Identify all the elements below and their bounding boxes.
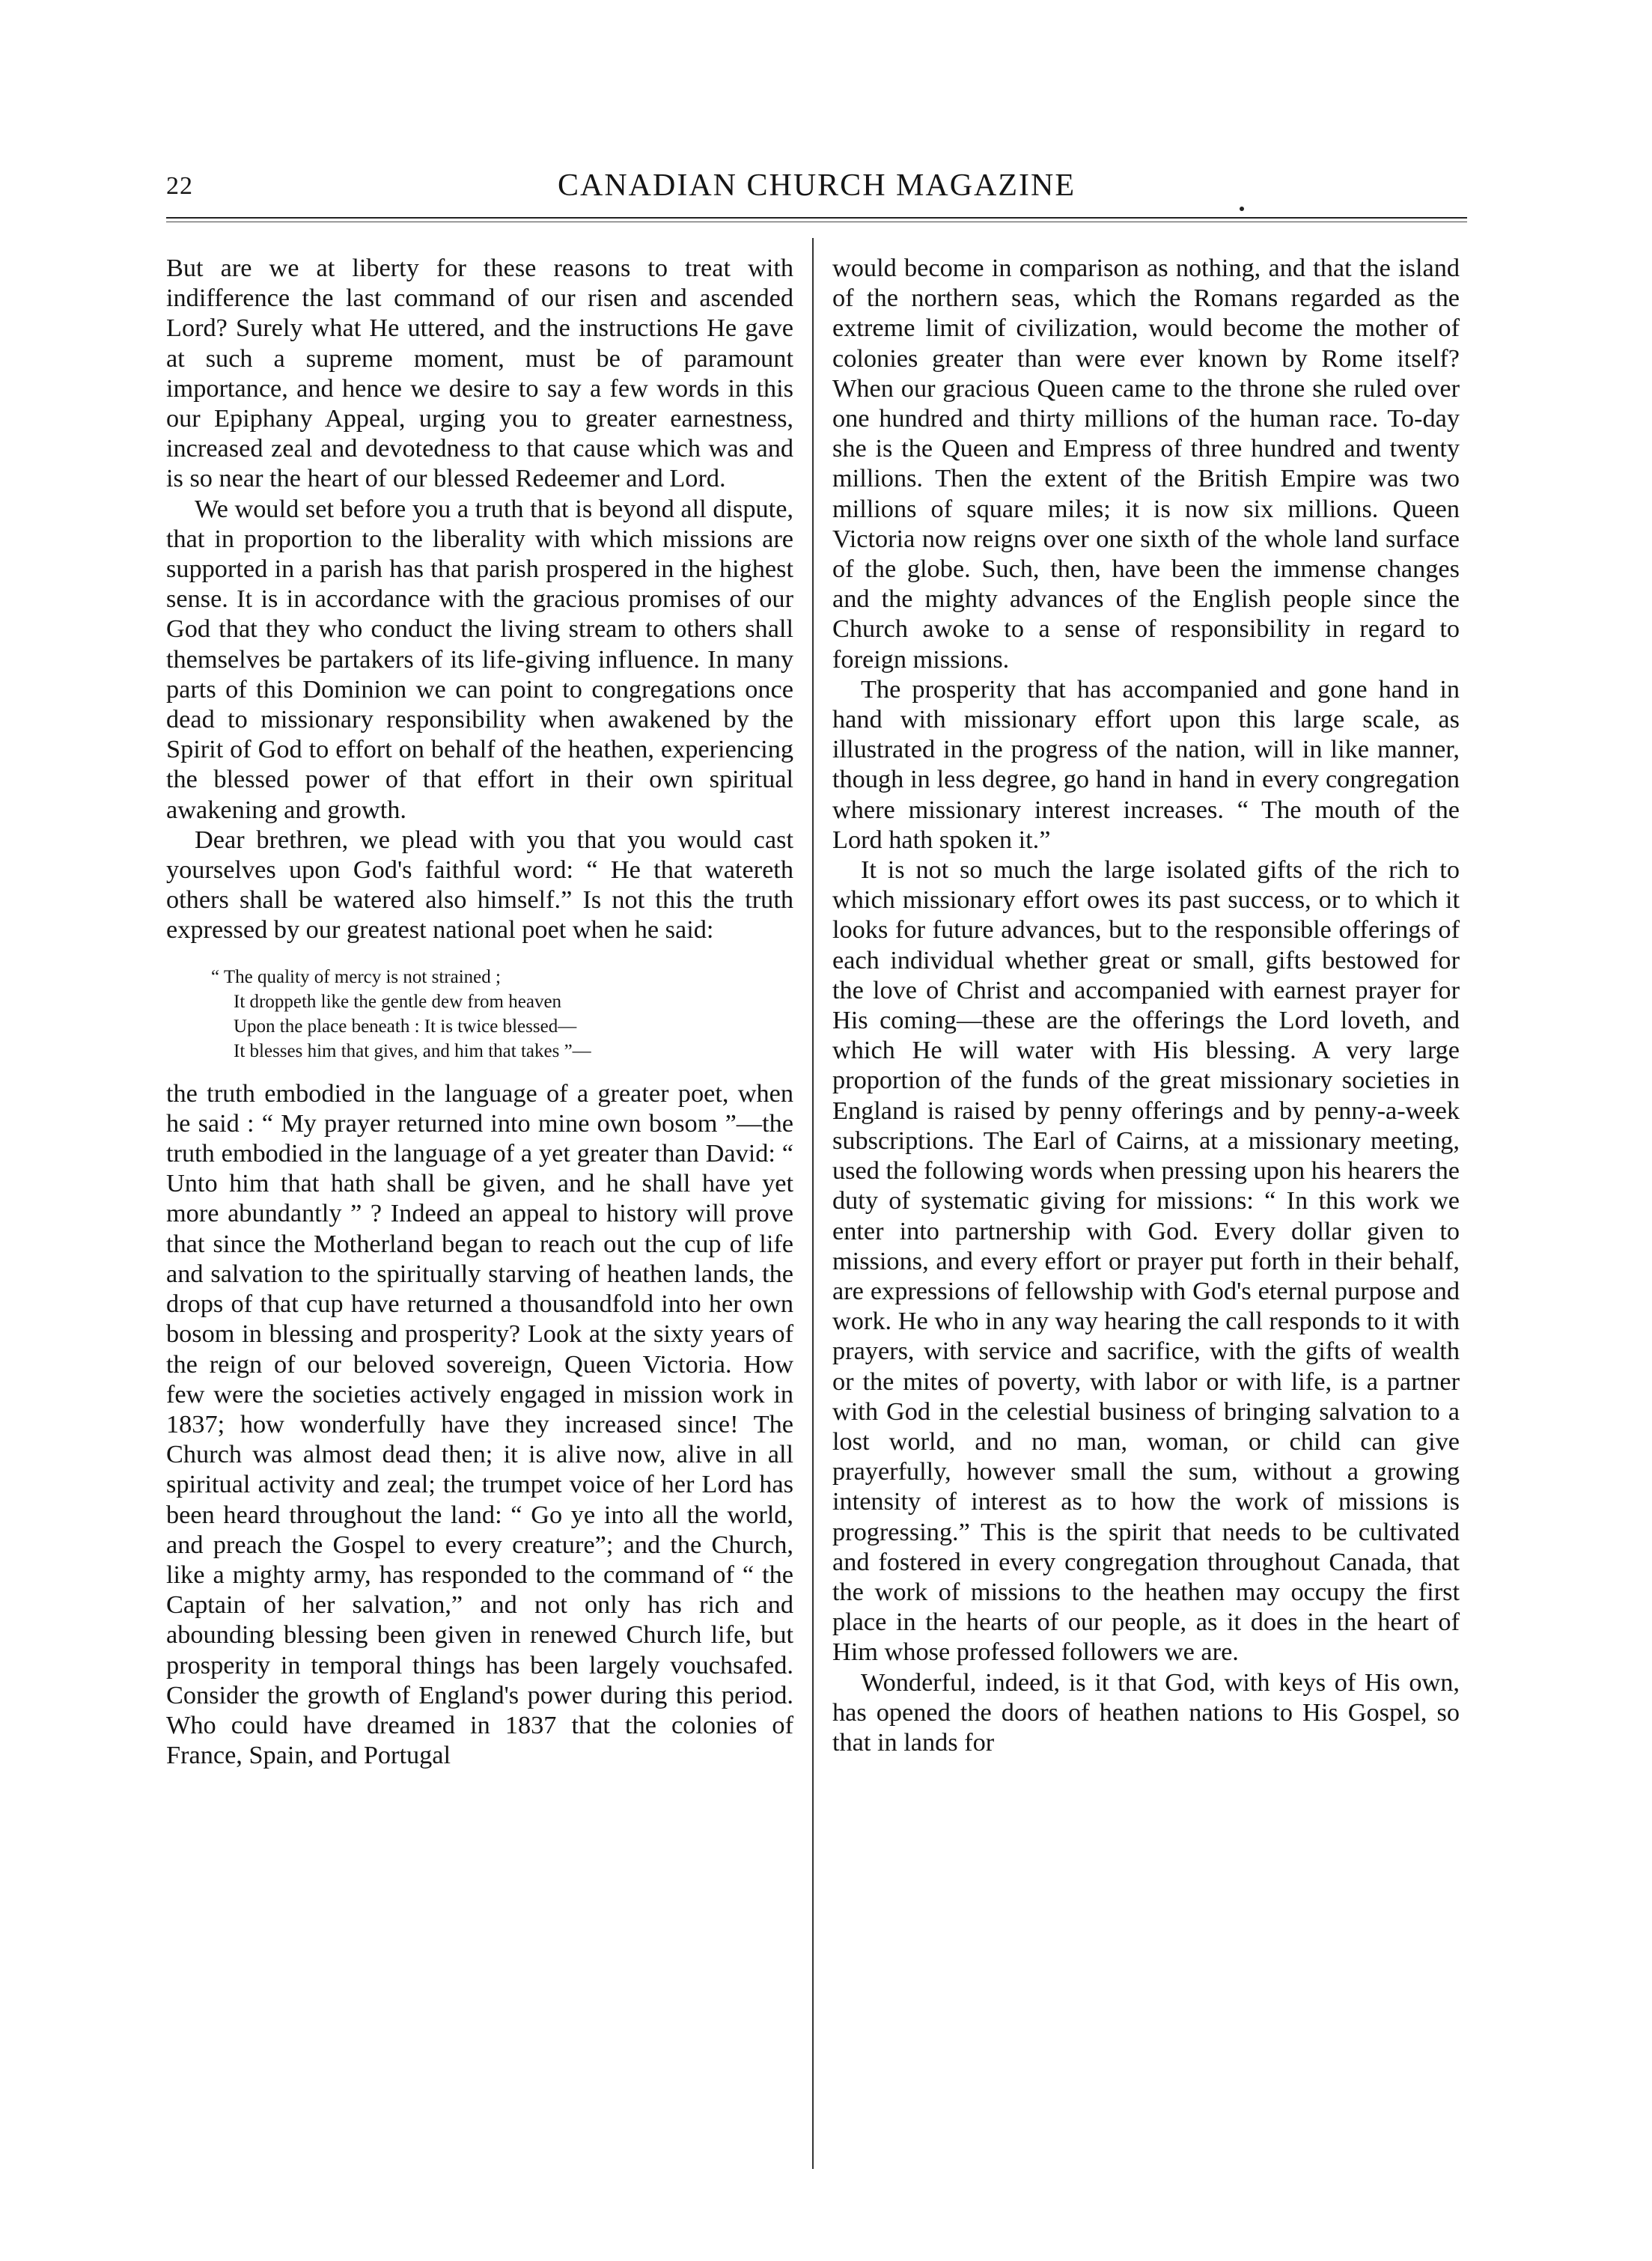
quote-line: “ The quality of mercy is not strained ;	[211, 966, 501, 987]
paragraph: The prosperity that has accompanied and gone hand in hand with missionary effort upon this large scale, as illustrated in the progress of the nation, will in like manner, though in less degree, go hand in hand in every congregation where missionary interest increases. “ The mouth of the Lord hath spoken it.”	[832, 674, 1460, 854]
paragraph: Wonderful, indeed, is it that God, with keys of His own, has opened the doors of heathen nations to His Gospel, so that in lands for	[832, 1667, 1460, 1757]
left-column	[166, 253, 793, 1770]
running-title: CANADIAN CHURCH MAGAZINE	[558, 168, 1076, 203]
paragraph: the truth embodied in the language of a greater poet, when he said : “ My prayer returned into mine own bosom ”—the truth embodied in the language of a yet greater than David: “ Unto him that hath shall be given, and he shall have yet more abundantly ” ? Indeed an appeal to history will prove that since the Motherland began to reach out the cup of life and salvation to the spiritually starving of heathen lands, the drops of that cup have returned a thousandfold into her own bosom in blessing and prosperity? Look at the sixty years of the reign of our beloved sovereign, Queen Victoria. How few were the societies actively engaged in mission work in 1837; how wonderfully have they increased since! The Church was almost dead then; it is alive now, alive in all spiritual activity and zeal; the trumpet voice of her Lord has been heard throughout the land: “ Go ye into all the world, and preach the Gospel to every creature”; and the Church, like a mighty army, has responded to the command of “ the Captain of her salvation,” and not only has rich and abounding blessing been given in renewed Church life, but prosperity in temporal things has been largely vouchsafed. Consider the growth of England's power during this period. Who could have dreamed in 1837 that the colonies of France, Spain, and Portugal	[166, 1078, 793, 1770]
quote-line: It blesses him that gives, and him that takes ”—	[234, 1040, 591, 1061]
poetry-quote	[166, 965, 793, 1064]
paragraph: But are we at liberty for these reasons to treat with indifference the last command of our risen and ascended Lord? Surely what He uttered, and the instructions He gave at such a supreme moment, must be of paramount importance, and hence we desire to say a few words in this our Epiphany Appeal, urging you to greater earnestness, increased zeal and devotedness to that cause which was and is so near the heart of our blessed Redeemer and Lord.	[166, 254, 793, 493]
column-divider	[812, 238, 814, 2169]
right-column	[832, 253, 1460, 1757]
quote-line: It droppeth like the gentle dew from heaven	[234, 991, 562, 1012]
header-dot	[1240, 207, 1244, 211]
page-number: 22	[166, 172, 193, 200]
paragraph: would become in comparison as nothing, and that the island of the northern seas, which the Romans regarded as the extreme limit of civilization, would become the mother of colonies greater than were ever known by Rome itself? When our gracious Queen came to the throne she ruled over one hundred and thirty millions of the human race. To-day she is the Queen and Empress of three hundred and twenty millions. Then the extent of the British Empire was two millions of square miles; it is now six millions. Queen Victoria now reigns over one sixth of the whole land surface of the globe. Such, then, have been the immense changes and the mighty advances of the English people since the Church awoke to a sense of responsibility in regard to foreign missions.	[832, 254, 1460, 674]
paragraph: We would set before you a truth that is beyond all dispute, that in proportion to the liberality with which missions are supported in a parish has that parish prospered in the highest sense. It is in accordance with the gracious promises of our God that they who conduct the living stream to others shall themselves be partakers of its life-giving influence. In many parts of this Dominion we can point to congregations once dead to missionary responsibility when awakened by the Spirit of God to effort on behalf of the heathen, experiencing the blessed power of that effort in their own spiritual awakening and growth.	[166, 494, 793, 824]
header-rule	[166, 217, 1467, 219]
paragraph: Dear brethren, we plead with you that you would cast yourselves upon God's faithful word: “ He that watereth others shall be watered also himself.” Is not this the truth expressed by our greatest national poet when he said:	[166, 825, 793, 945]
quote-line: Upon the place beneath : It is twice blessed—	[234, 1016, 577, 1037]
paragraph: It is not so much the large isolated gifts of the rich to which missionary effort owes its past success, or to which it looks for future advances, but to the responsible offerings of each individual whether great or small, gifts bestowed for the love of Christ and accompanied with earnest prayer for His coming—these are the offerings the Lord loveth, and which He will water with His blessing. A very large proportion of the funds of the great missionary societies in England is raised by penny offerings and by penny-a-week subscriptions. The Earl of Cairns, at a missionary meeting, used the following words when pressing upon his hearers the duty of systematic giving for missions: “ In this work we enter into partnership with God. Every dollar given to missions, and every effort or prayer put forth in their behalf, are expressions of fellowship with God's eternal purpose and work. He who in any way hearing the call responds to it with prayers, with service and sacrifice, with the gifts of wealth or the mites of poverty, with labor or with life, is a partner with God in the celestial business of bringing salvation to a lost world, and no man, woman, or child can give prayerfully, however small the sum, without a growing intensity of interest as to how the work of missions is progressing.” This is the spirit that needs to be cultivated and fostered in every congregation throughout Canada, that the work of missions to the heathen may occupy the first place in the hearts of our people, as it does in the heart of Him whose professed followers we are.	[832, 855, 1460, 1667]
page-header	[166, 168, 1467, 213]
